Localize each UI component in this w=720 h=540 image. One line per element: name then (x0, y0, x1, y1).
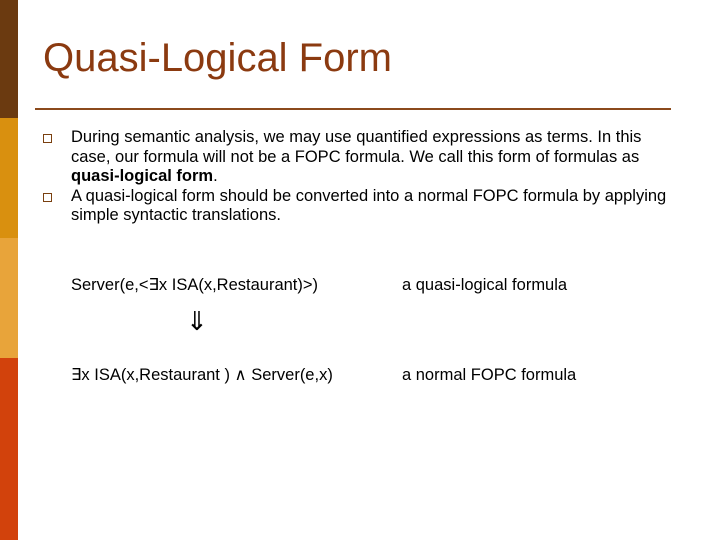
bullet-text: A quasi-logical form should be converted into a normal FOPC formula by applying simple syntactic translations. (71, 186, 667, 224)
bullet-text: During semantic analysis, we may use quantified expressions as terms. In this case, our formula will not be a FOPC formula. We call this form of formulas as (71, 128, 642, 166)
bullet-emphasis: quasi-logical form (71, 167, 214, 185)
fopc-formula-label: a normal FOPC formula (402, 366, 577, 384)
side-bar-segment-orange (0, 118, 18, 238)
square-bullet-icon (43, 134, 52, 143)
bullet-list (42, 128, 672, 226)
fopc-formula: ∃x ISA(x,Restaurant ) ∧ Server(e,x) (71, 366, 333, 384)
decorative-side-bar (0, 0, 18, 540)
side-bar-segment-dark-brown (0, 0, 18, 118)
side-bar-segment-light-orange (0, 238, 18, 358)
bullet-item-semantic-analysis (42, 128, 672, 187)
bullet-text-end: . (213, 167, 218, 185)
bullet-item-conversion (42, 187, 672, 226)
side-bar-segment-red-orange (0, 358, 18, 540)
down-arrow-icon: ⇓ (186, 306, 208, 336)
title-divider (35, 108, 671, 110)
slide-title: Quasi-Logical Form (43, 36, 393, 80)
square-bullet-icon (43, 193, 52, 202)
quasi-logical-formula: Server(e,<∃x ISA(x,Restaurant)>) (71, 276, 319, 294)
quasi-logical-formula-label: a quasi-logical formula (402, 276, 568, 294)
